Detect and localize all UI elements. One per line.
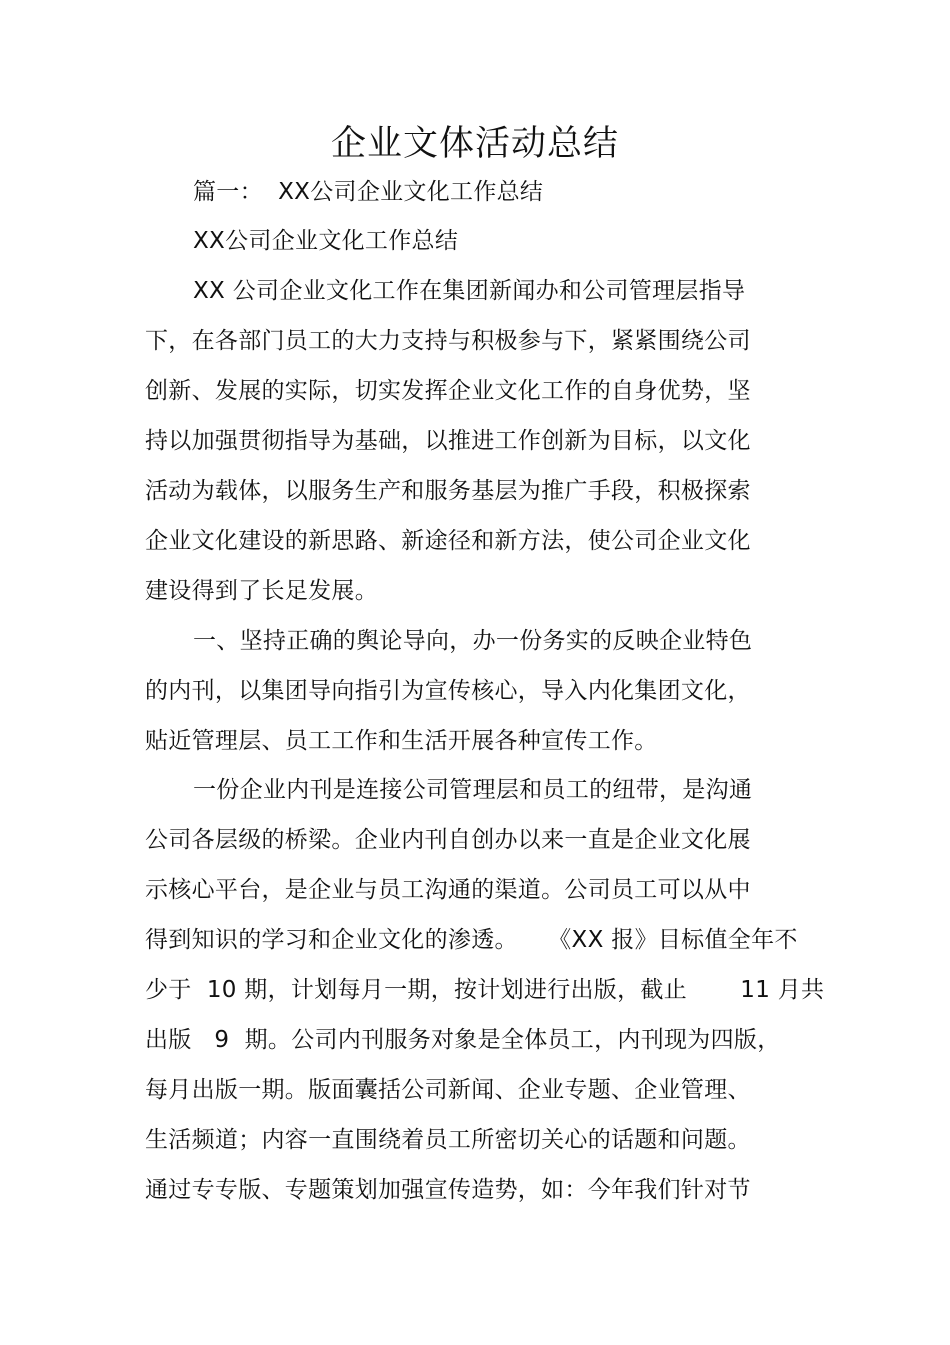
paragraph-line: 的内刊，以集团导向指引为宣传核心，导入内化集团文化， <box>145 678 751 704</box>
paragraph-line: 每月出版一期。版面囊括公司新闻、企业专题、企业管理、 <box>145 1077 751 1103</box>
paragraph-line: 得到知识的学习和企业文化的渗透。 《XX 报》目标值全年不 <box>145 927 798 953</box>
section-heading: 篇一： XX公司企业文化工作总结 <box>193 179 544 205</box>
paragraph-line: 贴近管理层、员工工作和生活开展各种宣传工作。 <box>145 728 658 754</box>
paragraph-line: 下，在各部门员工的大力支持与积极参与下，紧紧围绕公司 <box>145 328 751 354</box>
paragraph-line: 生活频道；内容一直围绕着员工所密切关心的话题和问题。 <box>145 1127 751 1153</box>
paragraph-line: 出版 9 期。公司内刊服务对象是全体员工，内刊现为四版， <box>145 1027 781 1053</box>
document-title: 企业文体活动总结 <box>330 124 619 164</box>
paragraph-line: 少于 10 期，计划每月一期，按计划进行出版，截止 11 月共 <box>145 977 825 1003</box>
paragraph-line: 创新、发展的实际，切实发挥企业文化工作的自身优势，坚 <box>145 378 751 404</box>
paragraph-line: 建设得到了长足发展。 <box>145 578 378 604</box>
paragraph-line: 企业文化建设的新思路、新途径和新方法，使公司企业文化 <box>145 528 751 554</box>
paragraph-line: 一、坚持正确的舆论导向，办一份务实的反映企业特色 <box>193 628 753 654</box>
paragraph-line: 公司各层级的桥梁。企业内刊自创办以来一直是企业文化展 <box>145 827 751 853</box>
paragraph-line: 一份企业内刊是连接公司管理层和员工的纽带，是沟通 <box>193 777 753 803</box>
subsection-heading: XX公司企业文化工作总结 <box>193 228 459 254</box>
paragraph-line: 活动为载体，以服务生产和服务基层为推广手段，积极探索 <box>145 478 751 504</box>
paragraph-line: XX 公司企业文化工作在集团新闻办和公司管理层指导 <box>193 278 746 304</box>
paragraph-line: 持以加强贯彻指导为基础，以推进工作创新为目标，以文化 <box>145 428 751 454</box>
paragraph-line: 示核心平台，是企业与员工沟通的渠道。公司员工可以从中 <box>145 877 751 903</box>
paragraph-line: 通过专专版、专题策划加强宣传造势，如：今年我们针对节 <box>145 1177 751 1203</box>
